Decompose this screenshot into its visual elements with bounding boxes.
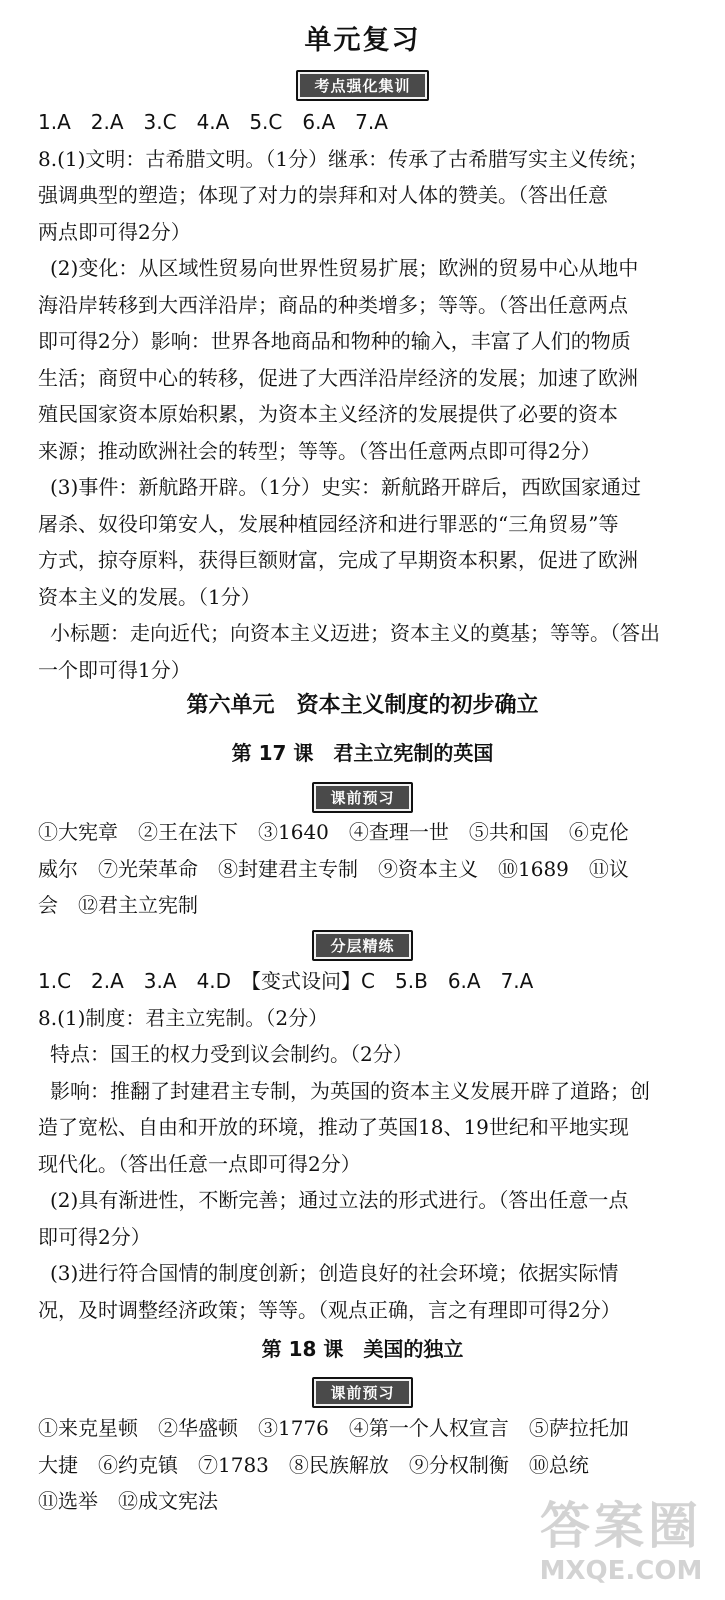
- lesson-17-preview-answers: [38, 814, 698, 924]
- lesson-17-preview-badge-row: [0, 782, 725, 813]
- lesson-17-practice-answers: [38, 963, 698, 1328]
- practice-line: 特点：国王的权力受到议会制约。（2分）: [50, 1042, 413, 1066]
- review-line: 资本主义的发展。（1分）: [38, 584, 261, 609]
- review-line: 殖民国家资本原始积累，为资本主义经济的发展提供了必要的资本: [38, 402, 618, 426]
- practice-line: 影响：推翻了封建君主专制，为英国的资本主义发展开辟了道路；创: [50, 1078, 650, 1103]
- page-title: 单元复习: [304, 25, 421, 56]
- unit-title: 第六单元 资本主义制度的初步确立: [186, 693, 539, 718]
- review-badge-row: [0, 70, 725, 101]
- preview-badge: 课前预习: [312, 782, 412, 813]
- review-line: 8.(1)文明：古希腊文明。（1分）继承：传承了古希腊写实主义传统；: [38, 146, 649, 171]
- watermark: [521, 1496, 721, 1596]
- practice-line: 8.(1)制度：君主立宪制。（2分）: [38, 1005, 329, 1030]
- practice-line: (3)进行符合国情的制度创新；创造良好的社会环境；依据实际情: [50, 1261, 619, 1285]
- preview-line: 大捷 ⑥约克镇 ⑦1783 ⑧民族解放 ⑨分权制衡 ⑩总统: [38, 1452, 589, 1477]
- review-line: 小标题：走向近代；向资本主义迈进；资本主义的奠基；等等。（答出: [50, 621, 660, 645]
- watermark-url: MXQE.COM: [539, 1556, 703, 1586]
- review-line: (3)事件：新航路开辟。（1分）史实：新航路开辟后，西欧国家通过: [50, 475, 642, 499]
- practice-line: 造了宽松、自由和开放的环境，推动了英国18、19世纪和平地实现: [38, 1115, 629, 1139]
- review-badge: 考点强化集训: [296, 70, 428, 101]
- practice-line: 况，及时调整经济政策；等等。（观点正确，言之有理即可得2分）: [38, 1297, 621, 1322]
- watermark-text: 答案圈: [540, 1497, 702, 1555]
- practice-badge: 分层精练: [312, 930, 412, 961]
- review-line: 海沿岸转移到大西洋沿岸；商品的种类增多；等等。（答出任意两点: [38, 292, 628, 317]
- preview-line: 威尔 ⑦光荣革命 ⑧封建君主专制 ⑨资本主义 ⑩1689 ⑪议: [38, 856, 629, 881]
- review-line: 两点即可得2分）: [38, 219, 191, 244]
- review-line: 一个即可得1分）: [38, 657, 191, 682]
- review-line: 即可得2分）影响：世界各地商品和物种的输入，丰富了人们的物质: [38, 329, 631, 353]
- preview-line: ⑪选举 ⑫成文宪法: [38, 1489, 218, 1513]
- review-line: 方式，掠夺原料，获得巨额财富，完成了早期资本积累，促进了欧洲: [38, 548, 638, 572]
- practice-mc-answers: 1.C 2.A 3.A 4.D 【变式设问】C 5.B 6.A 7.A: [38, 969, 534, 993]
- review-answers: [38, 104, 698, 688]
- practice-line: 即可得2分）: [38, 1224, 151, 1249]
- preview-badge: 课前预习: [312, 1377, 412, 1408]
- review-line: 生活；商贸中心的转移，促进了大西洋沿岸经济的发展；加速了欧洲: [38, 365, 638, 390]
- review-mc-answers: 1.A 2.A 3.C 4.A 5.C 6.A 7.A: [38, 110, 388, 134]
- lesson-17-practice-badge-row: [0, 930, 725, 961]
- preview-line: ①来克星顿 ②华盛顿 ③1776 ④第一个人权宣言 ⑤萨拉托加: [38, 1416, 629, 1440]
- lesson-17-title: 第 17 课 君主立宪制的英国: [231, 741, 494, 765]
- preview-line: ①大宪章 ②王在法下 ③1640 ④查理一世 ⑤共和国 ⑥克伦: [38, 820, 629, 844]
- review-line: 来源；推动欧洲社会的转型；等等。（答出任意两点即可得2分）: [38, 438, 601, 463]
- review-line: 屠杀、奴役印第安人，发展种植园经济和进行罪恶的“三角贸易”等: [38, 511, 619, 536]
- practice-line: 现代化。（答出任意一点即可得2分）: [38, 1151, 361, 1176]
- lesson-18-title: 第 18 课 美国的独立: [261, 1337, 464, 1361]
- review-line: 强调典型的塑造；体现了对力的崇拜和对人体的赞美。（答出任意: [38, 183, 608, 207]
- lesson-18-preview-badge-row: [0, 1377, 725, 1408]
- practice-line: (2)具有渐进性，不断完善；通过立法的形式进行。（答出任意一点: [50, 1188, 629, 1212]
- preview-line: 会 ⑫君主立宪制: [38, 893, 198, 917]
- review-line: (2)变化：从区域性贸易向世界性贸易扩展；欧洲的贸易中心从地中: [50, 256, 639, 280]
